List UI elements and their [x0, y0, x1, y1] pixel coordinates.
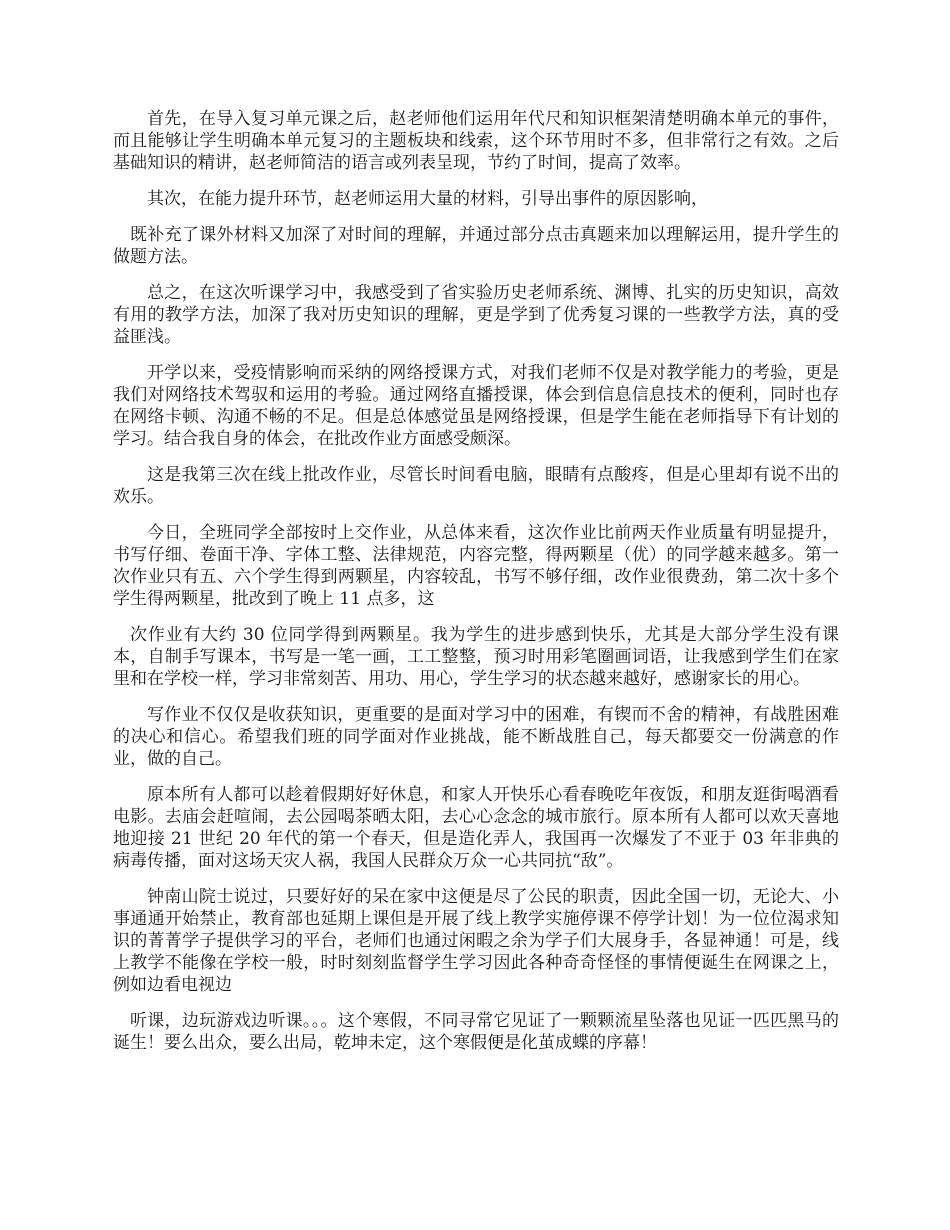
paragraph-10: 原本所有人都可以趁着假期好好休息，和家人开快乐心看春晚吃年夜饭，和朋友逛街喝酒看电影。去庙会赶喧闹，去公园喝茶晒太阳，去心心念念的城市旅行。原本所有人都可以欢天喜地地迎接 21 世纪 20 年代的第一个春天，但是造化弄人，我国再一次爆发了不亚于 03 年非典的病毒传播，面对这场天灾人祸，我国人民群众万众一心共同抗“敌”。	[113, 785, 839, 871]
paragraph-1: 首先，在导入复习单元课之后，赵老师他们运用年代尺和知识框架清楚明确本单元的事件，而且能够让学生明确本单元复习的主题板块和线索，这个环节用时不多，但非常行之有效。之后基础知识的精讲，赵老师简洁的语言或列表呈现，节约了时间，提高了效率。	[113, 109, 839, 173]
paragraph-11: 钟南山院士说过，只要好好的呆在家中这便是尽了公民的职责，因此全国一切，无论大、小事通通开始禁止，教育部也延期上课但是开展了线上教学实施停课不停学计划！为一位位渴求知识的菁菁学子提供学习的平台，老师们也通过闲暇之余为学子们大展身手，各显神通！可是，线上教学不能像在学校一般，时时刻刻监督学生学习因此各种奇奇怪怪的事情便诞生在网课之上，例如边看电视边	[113, 887, 839, 995]
document-body	[113, 108, 839, 1068]
paragraph-8: 次作业有大约 30 位同学得到两颗星。我为学生的进步感到快乐，尤其是大部分学生没有课本，自制手写课本，书写是一笔一画，工工整整，预习时用彩笔圈画词语，让我感到学生们在家里和在学校一样，学习非常刻苦、用功、用心，学生学习的状态越来越好，感谢家长的用心。	[113, 625, 839, 689]
paragraph-5: 开学以来，受疫情影响而采纳的网络授课方式，对我们老师不仅是对教学能力的考验，更是我们对网络技术驾驭和运用的考验。通过网络直播授课，体会到信息信息技术的便利，同时也存在网络卡顿、沟通不畅的不足。但是总体感觉虽是网络授课，但是学生能在老师指导下有计划的学习。结合我自身的体会，在批改作业方面感受颇深。	[113, 363, 839, 449]
paragraph-7: 今日，全班同学全部按时上交作业，从总体来看，这次作业比前两天作业质量有明显提升，书写仔细、卷面干净、字体工整、法律规范，内容完整，得两颗星（优）的同学越来越多。第一次作业只有五、六个学生得到两颗星，内容较乱，书写不够仔细，改作业很费劲，第二次十多个学生得两颗星，批改到了晚上 11 点多，这	[113, 523, 839, 609]
paragraph-9: 写作业不仅仅是收获知识，更重要的是面对学习中的困难，有锲而不舍的精神，有战胜困难的决心和信心。希望我们班的同学面对作业挑战，能不断战胜自己，每天都要交一份满意的作业，做的自己。	[113, 705, 839, 769]
paragraph-3: 既补充了课外材料又加深了对时间的理解，并通过部分点击真题来加以理解运用，提升学生的做题方法。	[113, 225, 839, 267]
paragraph-4: 总之，在这次听课学习中，我感受到了省实验历史老师系统、渊博、扎实的历史知识，高效有用的教学方法，加深了我对历史知识的理解，更是学到了优秀复习课的一些教学方法，真的受益匪浅。	[113, 283, 839, 347]
paragraph-2: 其次，在能力提升环节，赵老师运用大量的材料，引导出事件的原因影响，	[147, 189, 708, 209]
paragraph-6: 这是我第三次在线上批改作业，尽管长时间看电脑，眼睛有点酸疼，但是心里却有说不出的欢乐。	[113, 465, 839, 507]
paragraph-12: 听课，边玩游戏边听课。。。这个寒假，不同寻常它见证了一颗颗流星坠落也见证一匹匹黑马的诞生！要么出众，要么出局，乾坤未定，这个寒假便是化茧成蝶的序幕！	[113, 1011, 839, 1053]
